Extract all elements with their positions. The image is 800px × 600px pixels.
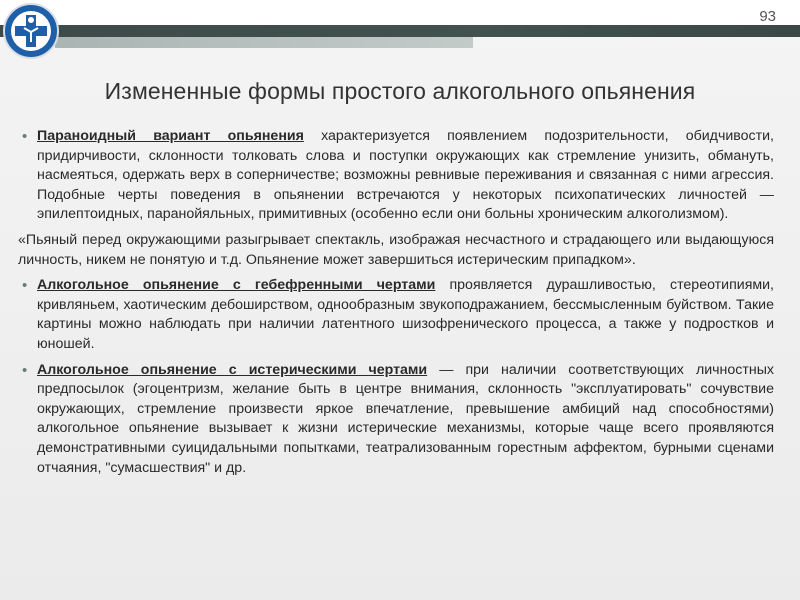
- paragraph-text: «Пьяный перед окружающими разыгрывает спектакль, изображая несчастного и страдающего или выдающуюся личность, никем не понятую и т.д. Опьянение может завершиться истерическим припадком».: [18, 231, 774, 268]
- bullet-marker: •: [22, 361, 28, 379]
- header-band-light: [55, 37, 473, 48]
- header-band-dark: [0, 25, 800, 37]
- slide-content: [18, 127, 775, 484]
- header-strip: [0, 0, 800, 25]
- bullet-marker: •: [22, 128, 28, 145]
- page-number: 93: [759, 8, 776, 25]
- paragraph-paranoid: [22, 127, 774, 225]
- paragraph-lead: Алкогольное опьянение с истерическими чертами: [37, 361, 428, 378]
- paragraph-quote: [18, 231, 774, 270]
- paragraph-lead: Алкогольное опьянение с гебефренными чертами: [37, 277, 436, 294]
- paragraph-text: характеризуется появлением подозрительности, обидчивости, придирчивости, склонности толковать слова и поступки окружающих как стремление унизить, обмануть, насмеяться, одержать верх в соперничестве; возможны ревнивые переживания и связанная с ними агрессия. Подобные черты поведения в опьянении встречаются у некоторых психопатических личностей — эпилептоидных, паранойяльных, примитивных (особенно если они больны хроническим алкоголизмом).: [37, 128, 774, 223]
- slide-title: Измененные формы простого алкогольного опьянения: [104, 78, 696, 104]
- paragraph-lead: Параноидный вариант опьянения: [37, 128, 304, 144]
- paragraph-text: — при наличии соответствующих личностных предпосылок (эгоцентризм, желание быть в центре внимания, склонность "эксплуатировать" сочувствие окружающих, стремление произвести яркое впечатление, превышение амбиций над способностями) алкогольное опьянение вызывает к жизни истерические механизмы, которые чаще всего проявляются демонстративными суицидальными попытками, театрализованным горестным аффектом, бурными сценами отчаяния, "сумасшествия" и др.: [37, 361, 774, 476]
- paragraph-text: проявляется дурашливостью, стереотипиями, кривляньем, хаотическим дебоширством, однообразным звукоподражанием, бессмысленным буйством. Такие картины можно наблюдать при наличии латентного шизофренического процесса, а также у подростков и юношей.: [37, 277, 775, 352]
- paragraph-hebephrenic: [22, 276, 774, 354]
- medical-cross-emblem-icon: [2, 2, 60, 60]
- bullet-marker: •: [22, 277, 28, 295]
- paragraph-hysterical: [22, 361, 774, 479]
